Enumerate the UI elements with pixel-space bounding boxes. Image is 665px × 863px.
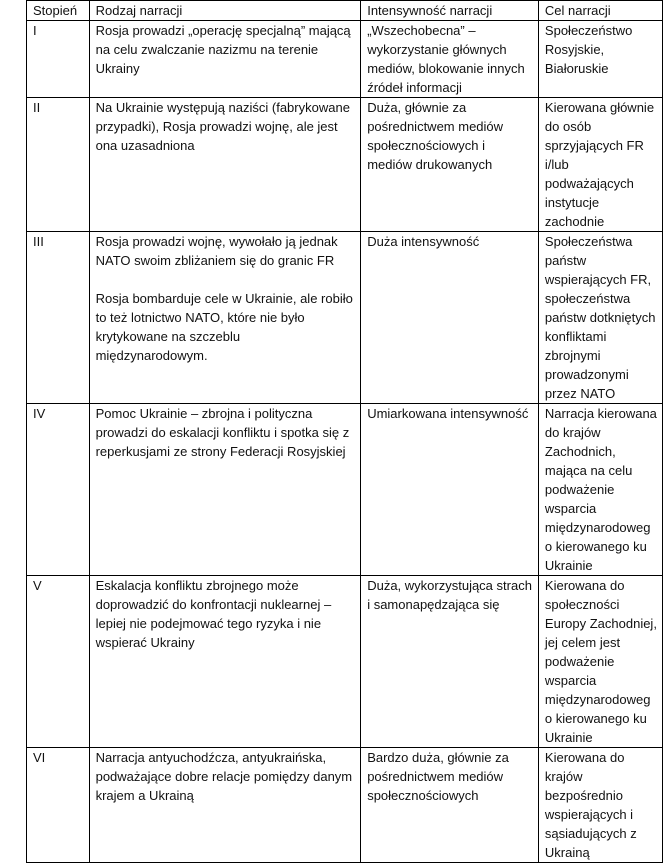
- narrative-text: Rosja prowadzi „operację specjalną” mającą na celu zwalczanie nazizmu na terenie Ukrainy: [95, 23, 351, 76]
- degree-cell: III: [27, 232, 90, 404]
- intensity-cell: „Wszechobecna” – wykorzystanie głównych mediów, blokowanie innych źródeł informacji: [361, 21, 539, 98]
- target-cell: Społeczeństwo Rosyjskie, Białoruskie: [538, 21, 662, 98]
- degree-cell: V: [27, 576, 90, 748]
- narrative-table: [26, 0, 663, 863]
- table-header-row: [27, 1, 663, 21]
- intensity-cell: Umiarkowana intensywność: [361, 404, 539, 576]
- degree-cell: II: [27, 98, 90, 232]
- intensity-cell: Duża, głównie za pośrednictwem mediów społecznościowych i mediów drukowanych: [361, 98, 539, 232]
- narrative-cell: [89, 748, 361, 863]
- narrative-cell: [89, 98, 361, 232]
- narrative-text: Narracja antyuchodźcza, antyukraińska, podważające dobre relacje pomiędzy danym krajem a Ukrainą: [95, 750, 353, 803]
- table-row: [27, 404, 663, 576]
- header-degree: Stopień: [27, 1, 90, 21]
- narrative-text: Pomoc Ukrainie – zbrojna i polityczna prowadzi do eskalacji konfliktu i spotka się z reperkusjami ze strony Federacji Rosyjskiej: [95, 406, 350, 459]
- degree-cell: IV: [27, 404, 90, 576]
- header-narrative-intensity: Intensywność narracji: [361, 1, 539, 21]
- page-edge-mark: [662, 828, 663, 842]
- narrative-text: Rosja bombarduje cele w Ukrainie, ale robiło to też lotnictwo NATO, które nie było krytykowane na szczeblu międzynarodowym.: [95, 291, 353, 363]
- header-narrative-type: Rodzaj narracji: [89, 1, 361, 21]
- table-row: [27, 576, 663, 748]
- header-narrative-target: Cel narracji: [538, 1, 662, 21]
- narrative-cell: [89, 232, 361, 404]
- narrative-text: Rosja prowadzi wojnę, wywołało ją jednak NATO swoim zbliżaniem się do granic FR: [95, 234, 338, 268]
- table-row: [27, 98, 663, 232]
- intensity-cell: Bardzo duża, głównie za pośrednictwem mediów społecznościowych: [361, 748, 539, 863]
- table-row: [27, 232, 663, 404]
- narrative-text: Eskalacja konfliktu zbrojnego może doprowadzić do konfrontacji nuklearnej – lepiej nie podejmować tego ryzyka i nie wspierać Ukrainy: [95, 578, 332, 650]
- table-row: [27, 21, 663, 98]
- narrative-cell: [89, 576, 361, 748]
- target-cell: Narracja kierowana do krajów Zachodnich, mająca na celu podważenie wsparcia międzynarodowego kierowanego ku Ukrainie: [538, 404, 662, 576]
- narrative-cell: [89, 404, 361, 576]
- degree-cell: I: [27, 21, 90, 98]
- table-row: [27, 748, 663, 863]
- intensity-cell: Duża intensywność: [361, 232, 539, 404]
- target-cell: Kierowana głównie do osób sprzyjających FR i/lub podważających instytucje zachodnie: [538, 98, 662, 232]
- target-cell: Kierowana do społeczności Europy Zachodniej, jej celem jest podważenie wsparcia międzynarodowego kierowanego ku Ukrainie: [538, 576, 662, 748]
- target-cell: Kierowana do krajów bezpośrednio wspierających i sąsiadujących z Ukrainą: [538, 748, 662, 863]
- narrative-cell: [89, 21, 361, 98]
- target-cell: Społeczeństwa państw wspierających FR, społeczeństwa państw dotkniętych konfliktami zbrojnymi prowadzonymi przez NATO: [538, 232, 662, 404]
- narrative-text: Na Ukrainie występują naziści (fabrykowane przypadki), Rosja prowadzi wojnę, ale jest ona uzasadniona: [95, 100, 350, 153]
- degree-cell: VI: [27, 748, 90, 863]
- intensity-cell: Duża, wykorzystująca strach i samonapędzająca się: [361, 576, 539, 748]
